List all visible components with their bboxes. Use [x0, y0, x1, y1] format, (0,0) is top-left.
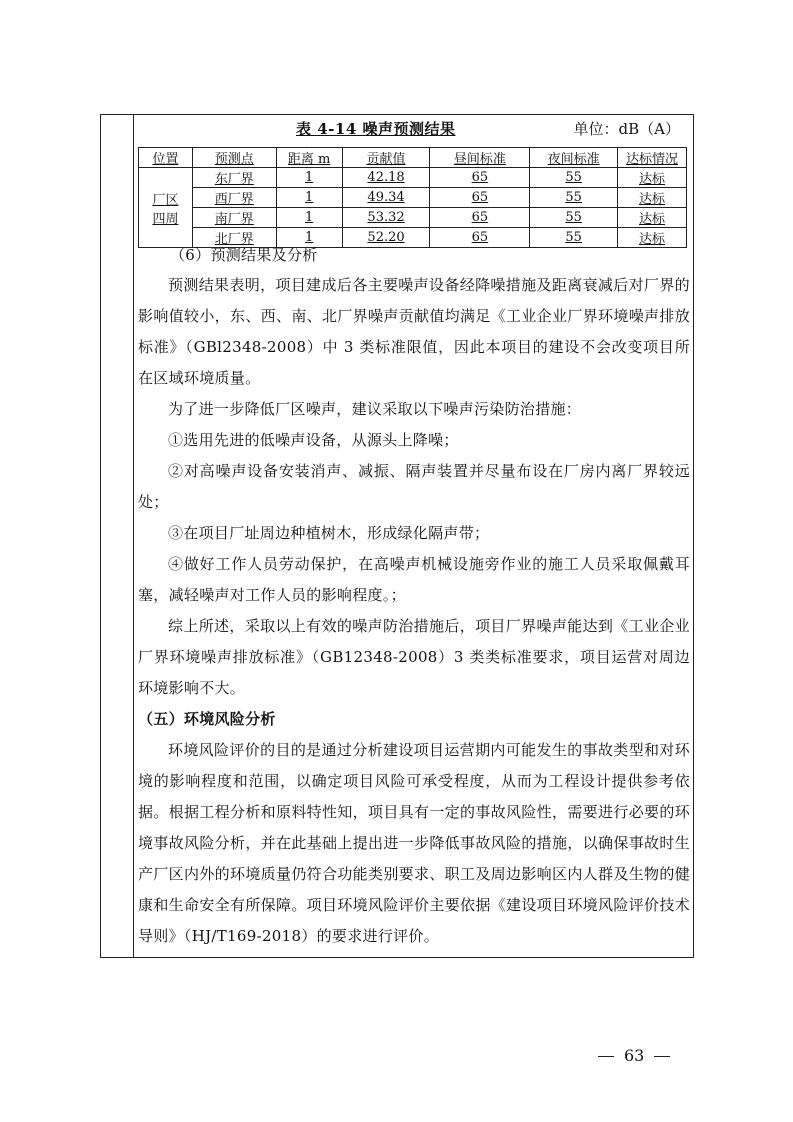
header-cell: 贡献值: [342, 148, 430, 168]
table-cell: 西厂界: [192, 188, 276, 208]
table-cell: 南厂界: [192, 208, 276, 228]
location-line: 厂区: [152, 192, 179, 208]
paragraph: ①选用先进的低噪声设备，从源头上降噪；: [168, 431, 459, 449]
paragraph: （6）预测结果及分析: [170, 246, 318, 264]
table-cell: 42.18: [342, 168, 430, 188]
paragraph: 为了进一步降低厂区噪声，建议采取以下噪声污染防治措施：: [168, 400, 582, 418]
table-caption: [138, 114, 690, 138]
table-title: 表 4-14 噪声预测结果: [296, 120, 456, 138]
header-cell: 昼间标准: [430, 148, 530, 168]
table-cell: 55: [530, 228, 618, 248]
paragraph: 环境风险评价的目的是通过分析建设项目运营期内可能发生的事故类型和对环境的影响程度和范围，以确定项目风险可承受程度，从而为工程设计提供参考依据。根据工程分析和原料特性知，项目具有一定的事故风险性，需要进行必要的环境事故风险分析，并在此基础上提出进一步降低事故风险的措施，以确保事故时生产厂区内外的环境质量仍符合功能类别要求、职工及周边影响区内人群及生物的健康和生命安全有所保障。项目环境风险评价主要依据《建设项目环境风险评价技术导则》（HJ/T169-2018）的要求进行评价。: [138, 741, 690, 945]
paragraph: 综上所述，采取以上有效的噪声防治措施后，项目厂界噪声能达到《工业企业厂界环境噪声排放标准》（GB12348-2008）3 类类标准要求，项目运营对周边环境影响不大。: [138, 617, 690, 697]
table-cell: 东厂界: [192, 168, 276, 188]
table-cell: 65: [430, 168, 530, 188]
header-cell: 达标情况: [618, 148, 687, 168]
table-row: [139, 208, 687, 228]
dash-right: [654, 1056, 670, 1057]
table-header-row: [139, 148, 687, 168]
section-heading: （五）环境风险分析: [138, 710, 276, 728]
table-cell: 55: [530, 168, 618, 188]
frame-divider: [133, 114, 134, 958]
table-cell: 1: [276, 208, 342, 228]
table-cell: 52.20: [342, 228, 430, 248]
table-cell: 1: [276, 188, 342, 208]
table-cell: 1: [276, 168, 342, 188]
table-cell: 65: [430, 228, 530, 248]
header-cell: 夜间标准: [530, 148, 618, 168]
table-cell: 55: [530, 188, 618, 208]
table-unit: 单位：dB（A）: [573, 120, 680, 138]
paragraph: 预测结果表明，项目建成后各主要噪声设备经降噪措施及距离衰减后对厂界的影响值较小，东、西、南、北厂界噪声贡献值均满足《工业企业厂界环境噪声排放标准》（GBl2348-2008）中 3 类标准限值，因此本项目的建设不会改变项目所在区域环境质量。: [138, 276, 690, 387]
page-footer: [598, 1046, 688, 1065]
table-row: [139, 188, 687, 208]
dash-left: [598, 1056, 614, 1057]
table-cell: 49.34: [342, 188, 430, 208]
table-cell: 65: [430, 208, 530, 228]
table-cell: 达标: [618, 208, 687, 228]
page-content: [138, 114, 690, 945]
paragraph: ③在项目厂址周边种植树木，形成绿化隔声带；: [168, 524, 490, 542]
body-text: [138, 243, 690, 952]
page-number: 63: [624, 1046, 645, 1065]
noise-prediction-table: [138, 147, 687, 248]
paragraph: ④做好工作人员劳动保护，在高噪声机械设施旁作业的施工人员采取佩戴耳塞，减轻噪声对工作人员的影响程度。；: [138, 555, 690, 604]
table-row: [139, 168, 687, 188]
table-cell: 达标: [618, 168, 687, 188]
header-cell: 预测点: [192, 148, 276, 168]
paragraph: ②对高噪声设备安装消声、减振、隔声装置并尽量布设在厂房内离厂界较远处；: [138, 462, 690, 511]
table-cell: 53.32: [342, 208, 430, 228]
table-cell: 1: [276, 228, 342, 248]
location-line: 四周: [152, 211, 179, 227]
location-cell: [139, 168, 193, 248]
table-cell: 65: [430, 188, 530, 208]
table-cell: 55: [530, 208, 618, 228]
table-cell: 达标: [618, 228, 687, 248]
header-cell: 位置: [139, 148, 193, 168]
table-cell: 北厂界: [192, 228, 276, 248]
table-cell: 达标: [618, 188, 687, 208]
header-cell: 距离 m: [276, 148, 342, 168]
